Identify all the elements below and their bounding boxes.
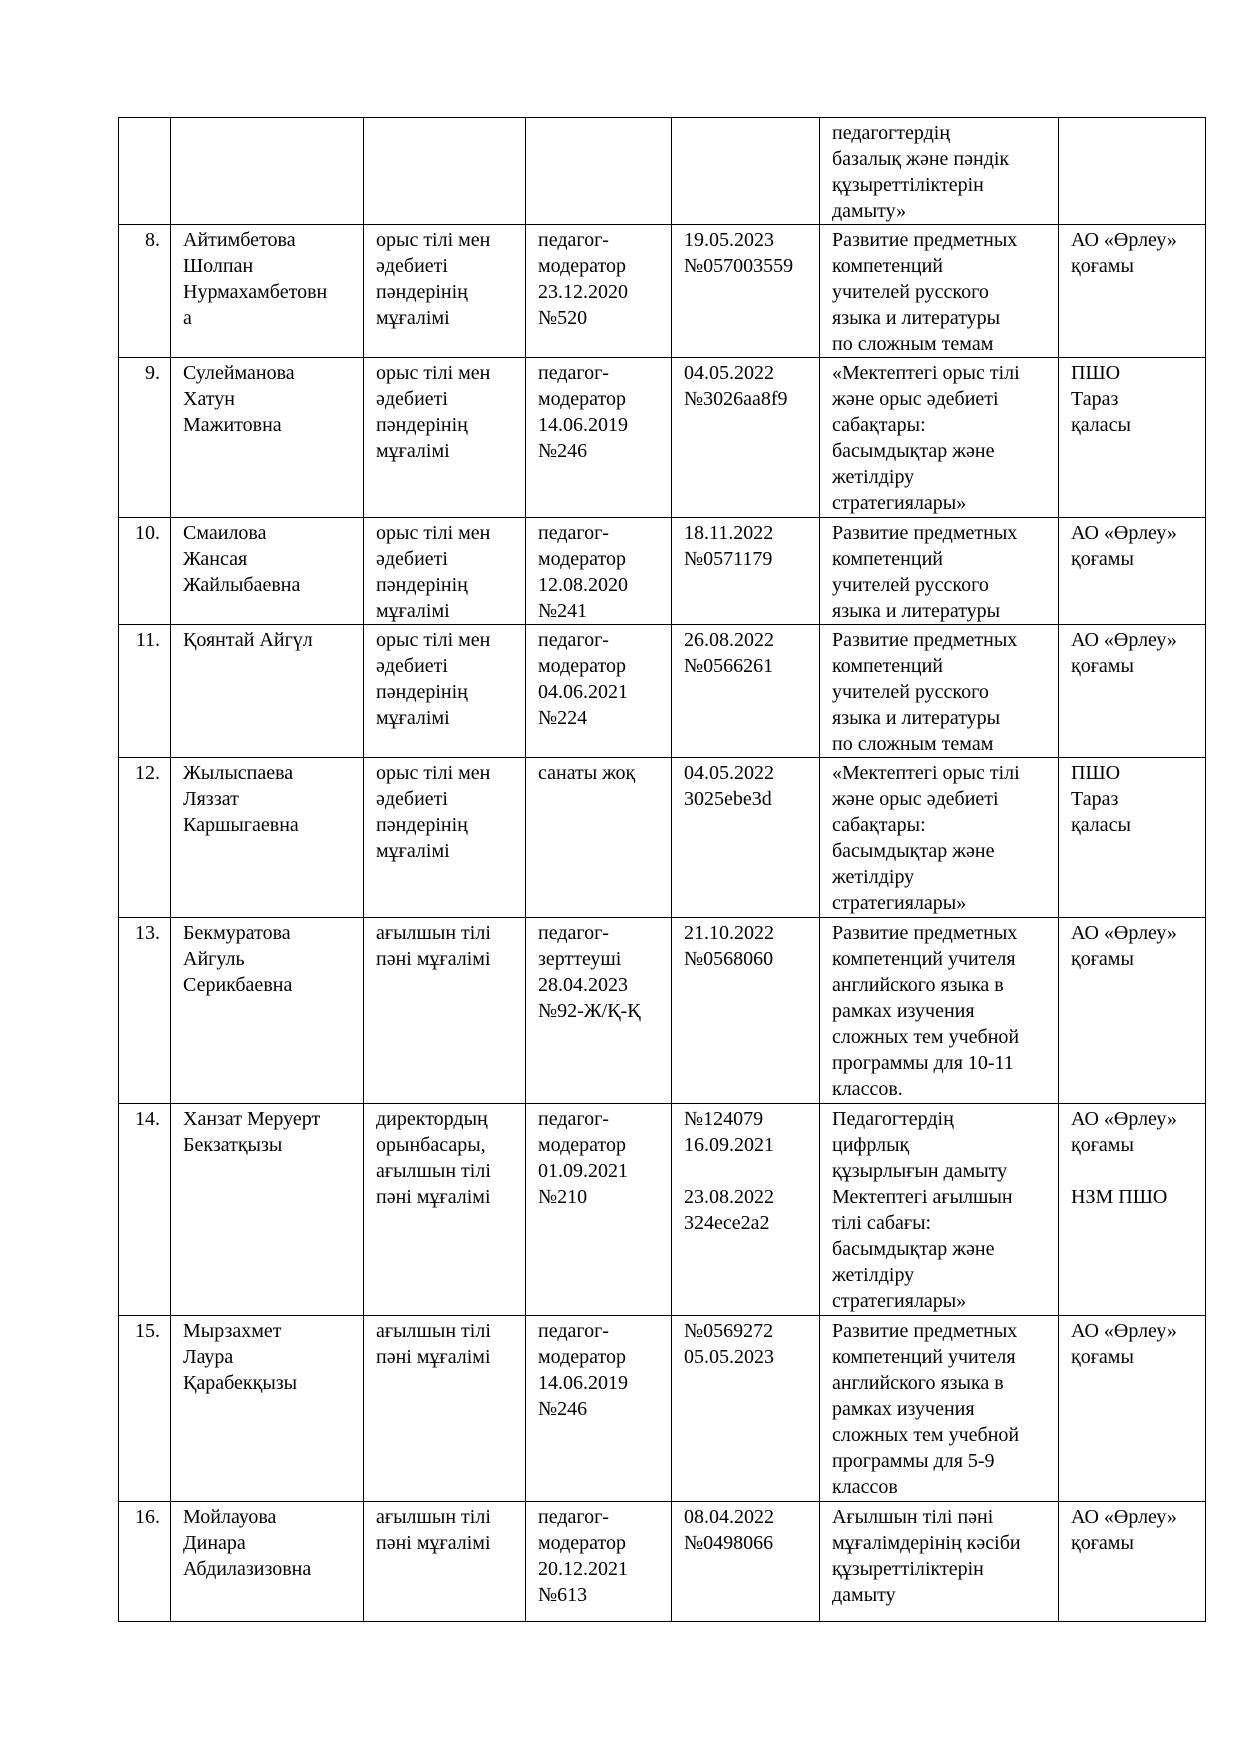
- cell-text-line: Развитие предметных: [832, 922, 1018, 944]
- organization-cell: [1059, 918, 1206, 1104]
- table-row: [119, 1502, 1206, 1622]
- cell-text-line: Қоянтай Айгүл: [183, 629, 313, 651]
- qualification-category-cell: [526, 625, 672, 758]
- cell-text-line: мұғалімі: [376, 600, 450, 622]
- cell-text-line: Ағылшын тілі пәні: [832, 1506, 994, 1528]
- cell-text-line: №246: [538, 440, 588, 462]
- teacher-name-cell: [171, 225, 364, 358]
- organization-cell: [1059, 118, 1206, 225]
- cell-text-line: №0566261: [684, 655, 774, 677]
- teacher-name-cell: [171, 358, 364, 518]
- cell-text-line: педагог-: [538, 229, 609, 251]
- cell-text-line: компетенций учителя: [832, 1346, 1016, 1368]
- cell-text-line: әдебиеті: [376, 788, 448, 810]
- position-cell: [364, 118, 526, 225]
- cell-text-line: әдебиеті: [376, 255, 448, 277]
- table-row: [119, 918, 1206, 1104]
- cell-text-line: құзыреттіліктерін: [832, 174, 984, 196]
- table-row: [119, 1104, 1206, 1316]
- cell-text-line: АО «Өрлеу»: [1071, 1108, 1177, 1130]
- cell-text-line: басымдықтар және: [832, 440, 995, 462]
- cell-text-line: 3025ebe3d: [684, 788, 772, 810]
- course-title-cell: [820, 625, 1059, 758]
- cell-text-line: Абдилазизовна: [183, 1558, 312, 1580]
- qualification-category-cell: [526, 758, 672, 918]
- cell-text-line: АО «Өрлеу»: [1071, 229, 1177, 251]
- cell-text-line: және орыс әдебиеті: [832, 788, 999, 810]
- cell-text-line: 05.05.2023: [684, 1346, 774, 1368]
- cell-text-line: Динара: [183, 1532, 246, 1554]
- cell-text-line: пәні мұғалімі: [376, 1186, 491, 1208]
- cell-text-line: Қарабекқызы: [183, 1372, 298, 1394]
- cell-text-line: №210: [538, 1186, 588, 1208]
- cell-text-line: №0498066: [684, 1532, 774, 1554]
- position-cell: [364, 625, 526, 758]
- cell-text-line: қоғамы: [1071, 948, 1134, 970]
- course-title-cell: [820, 358, 1059, 518]
- cell-text-line: 08.04.2022: [684, 1506, 774, 1528]
- course-title-cell: [820, 1502, 1059, 1622]
- cell-text-line: АО «Өрлеу»: [1071, 522, 1177, 544]
- cell-text-line: №224: [538, 707, 588, 729]
- table-row: [119, 625, 1206, 758]
- cell-text-line: №0569272: [684, 1320, 774, 1342]
- cell-text-line: пәні мұғалімі: [376, 1532, 491, 1554]
- organization-cell: [1059, 518, 1206, 625]
- cell-text-line: классов.: [832, 1078, 903, 1100]
- cell-text-line: №613: [538, 1584, 588, 1606]
- cell-text-line: қоғамы: [1071, 655, 1134, 677]
- cell-text-line: по сложным темам: [832, 333, 994, 355]
- cell-text-line: тілі сабағы:: [832, 1212, 932, 1234]
- cell-text-line: Серикбаевна: [183, 974, 293, 996]
- teacher-name-cell: [171, 1502, 364, 1622]
- cell-text-line: мұғалімі: [376, 840, 450, 862]
- cell-text-line: пәні мұғалімі: [376, 1346, 491, 1368]
- cell-text-line: №0571179: [684, 548, 773, 570]
- cell-text-line: ПШО: [1071, 362, 1121, 384]
- cell-text-line: Айтимбетова: [183, 229, 296, 251]
- cell-text-line: санаты жоқ: [538, 762, 636, 784]
- cell-text-line: құзырлығын дамыту: [832, 1160, 1008, 1182]
- cell-text-line: стратегиялары»: [832, 1290, 967, 1312]
- cell-text-line: педагог-: [538, 1320, 609, 1342]
- cell-text-line: модератор: [538, 1346, 626, 1368]
- cell-text-line: Мектептегі ағылшын: [832, 1186, 1013, 1208]
- certificate-cell: [672, 1104, 820, 1316]
- cell-text-line: 26.08.2022: [684, 629, 774, 651]
- cell-text-line: әдебиеті: [376, 655, 448, 677]
- teacher-name-cell: [171, 1316, 364, 1502]
- cell-text-line: сложных тем учебной: [832, 1026, 1020, 1048]
- course-title-cell: [820, 1104, 1059, 1316]
- cell-text-line: қоғамы: [1071, 1532, 1134, 1554]
- cell-text-line: рамках изучения: [832, 1398, 975, 1420]
- teacher-name-cell: [171, 518, 364, 625]
- cell-text-line: английского языка в: [832, 1372, 1004, 1394]
- organization-cell: [1059, 625, 1206, 758]
- certificate-cell: [672, 758, 820, 918]
- position-cell: [364, 225, 526, 358]
- cell-text-line: базалық және пәндік: [832, 148, 1010, 170]
- cell-text-line: 23.08.2022: [684, 1186, 774, 1208]
- cell-text-line: учителей русского: [832, 681, 989, 703]
- table-row: [119, 518, 1206, 625]
- cell-text-line: модератор: [538, 1134, 626, 1156]
- row-number-cell: 11.: [119, 625, 171, 758]
- cell-text-line: «Мектептегі орыс тілі: [832, 762, 1020, 784]
- organization-cell: [1059, 1104, 1206, 1316]
- cell-text-line: Развитие предметных: [832, 1320, 1018, 1342]
- certificate-cell: [672, 358, 820, 518]
- row-number-cell: 13.: [119, 918, 171, 1104]
- cell-text-line: пәндерінің: [376, 414, 468, 436]
- cell-text-line: модератор: [538, 255, 626, 277]
- cell-text-line: №057003559: [684, 255, 794, 277]
- cell-text-line: дамыту»: [832, 200, 907, 222]
- cell-text-line: 18.11.2022: [684, 522, 774, 544]
- cell-text-line: пәндерінің: [376, 574, 468, 596]
- cell-text-line: 23.12.2020: [538, 281, 628, 303]
- cell-text-line: педагог-: [538, 522, 609, 544]
- cell-text-line: 04.06.2021: [538, 681, 628, 703]
- cell-text-line: педагог-: [538, 362, 609, 384]
- cell-text-line: АО «Өрлеу»: [1071, 629, 1177, 651]
- course-title-cell: [820, 918, 1059, 1104]
- row-number-cell: 8.: [119, 225, 171, 358]
- cell-text-line: жетілдіру: [832, 1264, 915, 1286]
- cell-text-line: 21.10.2022: [684, 922, 774, 944]
- cell-text-line: қаласы: [1071, 814, 1131, 836]
- position-cell: [364, 1316, 526, 1502]
- position-cell: [364, 358, 526, 518]
- cell-text-line: Мажитовна: [183, 414, 282, 436]
- cell-text-line: компетенций: [832, 255, 943, 277]
- cell-text-line: пәндерінің: [376, 814, 468, 836]
- cell-text-line: директордың: [376, 1108, 488, 1130]
- course-title-cell: [820, 758, 1059, 918]
- cell-text-line: мұғалімдерінің кәсіби: [832, 1532, 1021, 1554]
- cell-text-line: 20.12.2021: [538, 1558, 628, 1580]
- table-row: [119, 758, 1206, 918]
- cell-text-line: мұғалімі: [376, 440, 450, 462]
- organization-cell: [1059, 1316, 1206, 1502]
- cell-text-line: пәндерінің: [376, 681, 468, 703]
- cell-text-line: языка и литературы: [832, 307, 1001, 329]
- cell-text-line: әдебиеті: [376, 388, 448, 410]
- cell-text-line: Нурмахамбетовн: [183, 281, 328, 303]
- cell-text-line: Жансая: [183, 548, 248, 570]
- cell-text-line: Лаура: [183, 1346, 234, 1368]
- qualification-category-cell: [526, 1104, 672, 1316]
- organization-cell: [1059, 358, 1206, 518]
- cell-text-line: модератор: [538, 655, 626, 677]
- cell-text-line: ағылшын тілі: [376, 1160, 491, 1182]
- cell-text-line: АО «Өрлеу»: [1071, 922, 1177, 944]
- cell-text-line: зерттеуші: [538, 948, 622, 970]
- cell-text-line: пәні мұғалімі: [376, 948, 491, 970]
- cell-text-line: Бекмуратова: [183, 922, 291, 944]
- cell-text-line: модератор: [538, 1532, 626, 1554]
- teacher-name-cell: [171, 918, 364, 1104]
- certificate-cell: [672, 918, 820, 1104]
- cell-text-line: №92-Ж/Қ-Қ: [538, 1000, 641, 1022]
- cell-text-line: басымдықтар және: [832, 840, 995, 862]
- qualification-category-cell: [526, 1502, 672, 1622]
- cell-text-line: компетенций учителя: [832, 948, 1016, 970]
- cell-text-line: языка и литературы: [832, 707, 1001, 729]
- cell-text-line: программы для 10-11: [832, 1052, 1014, 1074]
- course-title-cell: [820, 1316, 1059, 1502]
- cell-text-line: Сулейманова: [183, 362, 295, 384]
- row-number-cell: 10.: [119, 518, 171, 625]
- cell-text-line: 04.05.2022: [684, 762, 774, 784]
- position-cell: [364, 518, 526, 625]
- cell-text-line: орыс тілі мен: [376, 629, 491, 651]
- cell-text-line: учителей русского: [832, 574, 989, 596]
- cell-text-line: Развитие предметных: [832, 229, 1018, 251]
- cell-text-line: қоғамы: [1071, 1346, 1134, 1368]
- qualification-category-cell: [526, 358, 672, 518]
- staff-table: [118, 117, 1206, 1622]
- table-row: [119, 118, 1206, 225]
- cell-text-line: ағылшын тілі: [376, 1506, 491, 1528]
- cell-text-line: а: [183, 307, 192, 329]
- qualification-category-cell: [526, 118, 672, 225]
- table-row: [119, 358, 1206, 518]
- teacher-name-cell: [171, 758, 364, 918]
- cell-text-line: жетілдіру: [832, 866, 915, 888]
- cell-text-line: және орыс әдебиеті: [832, 388, 999, 410]
- course-title-cell: [820, 118, 1059, 225]
- cell-text-line: [684, 1158, 813, 1184]
- cell-text-line: НЗМ ПШО: [1071, 1186, 1168, 1208]
- position-cell: [364, 758, 526, 918]
- certificate-cell: [672, 118, 820, 225]
- cell-text-line: ағылшын тілі: [376, 1320, 491, 1342]
- cell-text-line: Каршыгаевна: [183, 814, 299, 836]
- cell-text-line: 28.04.2023: [538, 974, 628, 996]
- cell-text-line: классов: [832, 1476, 898, 1498]
- cell-text-line: Педагогтердің: [832, 1108, 954, 1130]
- teacher-name-cell: [171, 625, 364, 758]
- cell-text-line: компетенций: [832, 548, 943, 570]
- cell-text-line: Ляззат: [183, 788, 239, 810]
- cell-text-line: №520: [538, 307, 588, 329]
- cell-text-line: АО «Өрлеу»: [1071, 1506, 1177, 1528]
- cell-text-line: Развитие предметных: [832, 629, 1018, 651]
- row-number-cell: [119, 118, 171, 225]
- certificate-cell: [672, 225, 820, 358]
- cell-text-line: Айгуль: [183, 948, 245, 970]
- cell-text-line: педагог-: [538, 1108, 609, 1130]
- cell-text-line: Ханзат Меруерт: [183, 1108, 321, 1130]
- cell-text-line: программы для 5-9: [832, 1450, 995, 1472]
- cell-text-line: педагог-: [538, 1506, 609, 1528]
- row-number-cell: 16.: [119, 1502, 171, 1622]
- cell-text-line: сложных тем учебной: [832, 1424, 1020, 1446]
- cell-text-line: 16.09.2021: [684, 1134, 774, 1156]
- cell-text-line: жетілдіру: [832, 466, 915, 488]
- cell-text-line: 14.06.2019: [538, 1372, 628, 1394]
- cell-text-line: модератор: [538, 388, 626, 410]
- cell-text-line: №241: [538, 600, 588, 622]
- cell-text-line: ағылшын тілі: [376, 922, 491, 944]
- cell-text-line: құзыреттіліктерін: [832, 1558, 984, 1580]
- cell-text-line: педагогтердің: [832, 122, 951, 144]
- cell-text-line: компетенций: [832, 655, 943, 677]
- position-cell: [364, 1104, 526, 1316]
- table-row: [119, 1316, 1206, 1502]
- cell-text-line: 14.06.2019: [538, 414, 628, 436]
- cell-text-line: 12.08.2020: [538, 574, 628, 596]
- cell-text-line: педагог-: [538, 629, 609, 651]
- organization-cell: [1059, 758, 1206, 918]
- cell-text-line: басымдықтар және: [832, 1238, 995, 1260]
- cell-text-line: педагог-: [538, 922, 609, 944]
- cell-text-line: қаласы: [1071, 414, 1131, 436]
- table-row: [119, 225, 1206, 358]
- cell-text-line: №3026aa8f9: [684, 388, 788, 410]
- cell-text-line: учителей русского: [832, 281, 989, 303]
- organization-cell: [1059, 225, 1206, 358]
- cell-text-line: «Мектептегі орыс тілі: [832, 362, 1020, 384]
- cell-text-line: стратегиялары»: [832, 492, 967, 514]
- cell-text-line: мұғалімі: [376, 707, 450, 729]
- cell-text-line: сабақтары:: [832, 414, 926, 436]
- cell-text-line: мұғалімі: [376, 307, 450, 329]
- cell-text-line: пәндерінің: [376, 281, 468, 303]
- cell-text-line: стратегиялары»: [832, 892, 967, 914]
- cell-text-line: Развитие предметных: [832, 522, 1018, 544]
- cell-text-line: әдебиеті: [376, 548, 448, 570]
- cell-text-line: орынбасары,: [376, 1134, 486, 1156]
- course-title-cell: [820, 225, 1059, 358]
- cell-text-line: Шолпан: [183, 255, 254, 277]
- cell-text-line: Жылыспаева: [183, 762, 294, 784]
- teacher-name-cell: [171, 118, 364, 225]
- cell-text-line: сабақтары:: [832, 814, 926, 836]
- cell-text-line: Мырзахмет: [183, 1320, 282, 1342]
- cell-text-line: №246: [538, 1398, 588, 1420]
- cell-text-line: Смаилова: [183, 522, 267, 544]
- certificate-cell: [672, 518, 820, 625]
- cell-text-line: [1071, 1158, 1199, 1184]
- course-title-cell: [820, 518, 1059, 625]
- qualification-category-cell: [526, 518, 672, 625]
- row-number-cell: 9.: [119, 358, 171, 518]
- cell-text-line: №0568060: [684, 948, 774, 970]
- certificate-cell: [672, 625, 820, 758]
- position-cell: [364, 1502, 526, 1622]
- cell-text-line: рамках изучения: [832, 1000, 975, 1022]
- cell-text-line: дамыту: [832, 1584, 896, 1606]
- cell-text-line: қоғамы: [1071, 1134, 1134, 1156]
- cell-text-line: цифрлық: [832, 1134, 910, 1156]
- cell-text-line: АО «Өрлеу»: [1071, 1320, 1177, 1342]
- row-number-cell: 14.: [119, 1104, 171, 1316]
- cell-text-line: қоғамы: [1071, 548, 1134, 570]
- cell-text-line: 324ece2a2: [684, 1212, 770, 1234]
- position-cell: [364, 918, 526, 1104]
- cell-text-line: Тараз: [1071, 788, 1119, 810]
- cell-text-line: Тараз: [1071, 388, 1119, 410]
- organization-cell: [1059, 1502, 1206, 1622]
- cell-text-line: модератор: [538, 548, 626, 570]
- cell-text-line: английского языка в: [832, 974, 1004, 996]
- cell-text-line: Бекзатқызы: [183, 1134, 283, 1156]
- cell-text-line: орыс тілі мен: [376, 229, 491, 251]
- cell-text-line: 19.05.2023: [684, 229, 774, 251]
- cell-text-line: орыс тілі мен: [376, 362, 491, 384]
- cell-text-line: по сложным темам: [832, 733, 994, 755]
- cell-text-line: 01.09.2021: [538, 1160, 628, 1182]
- cell-text-line: орыс тілі мен: [376, 762, 491, 784]
- qualification-category-cell: [526, 918, 672, 1104]
- qualification-category-cell: [526, 225, 672, 358]
- cell-text-line: орыс тілі мен: [376, 522, 491, 544]
- certificate-cell: [672, 1316, 820, 1502]
- row-number-cell: 15.: [119, 1316, 171, 1502]
- cell-text-line: қоғамы: [1071, 255, 1134, 277]
- qualification-category-cell: [526, 1316, 672, 1502]
- certificate-cell: [672, 1502, 820, 1622]
- cell-text-line: языка и литературы: [832, 600, 1001, 622]
- teacher-name-cell: [171, 1104, 364, 1316]
- cell-text-line: 04.05.2022: [684, 362, 774, 384]
- cell-text-line: Жайлыбаевна: [183, 574, 301, 596]
- cell-text-line: Мойлауова: [183, 1506, 277, 1528]
- cell-text-line: ПШО: [1071, 762, 1121, 784]
- cell-text-line: №124079: [684, 1108, 764, 1130]
- row-number-cell: 12.: [119, 758, 171, 918]
- cell-text-line: Хатун: [183, 388, 235, 410]
